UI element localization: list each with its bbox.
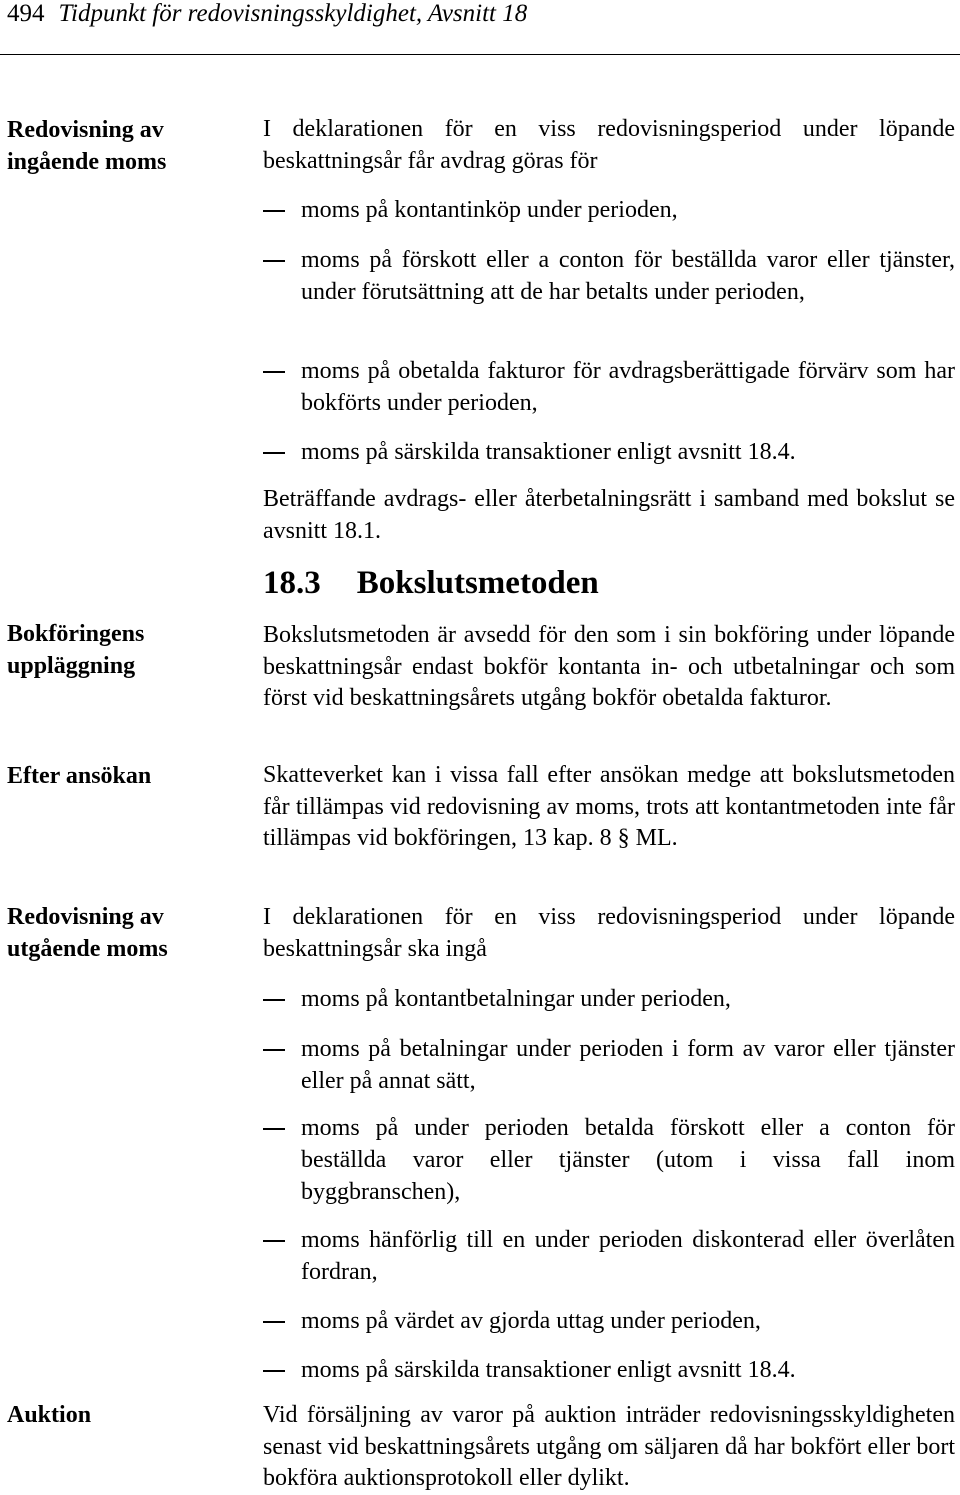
list-item: moms på betalningar under perioden i form av varor eller tjänster eller på annat sätt, (301, 1036, 955, 1094)
list-item: moms på värdet av gjorda uttag under perioden, (301, 1308, 761, 1334)
paragraph-efter-ansokan: Skatteverket kan i vissa fall efter ansökan medge att bokslutsmetoden får tillämpas vid redovisning av moms, trots att kontantmetoden inte får tillämpas vid bokföringen, 13 kap. 8 § ML. (263, 762, 955, 852)
list-dash (263, 371, 285, 373)
list-dash (263, 260, 285, 262)
list-item: moms på särskilda transaktioner enligt avsnitt 18.4. (301, 439, 796, 465)
sidenote-line: Redovisning av (7, 904, 164, 930)
list-dash (263, 1321, 285, 1323)
paragraph-utgaende-intro: I deklarationen för en viss redovisningsperiod under löpande beskattningsår ska ingå (263, 904, 955, 962)
list-dash (263, 1370, 285, 1372)
sidenote-utgaende-moms (7, 901, 227, 965)
section-title: Bokslutsmetoden (356, 565, 599, 601)
sidenote-line: Redovisning av (7, 117, 164, 143)
sidenote-efter-ansokan (7, 760, 227, 792)
list-item: moms på förskott eller a conton för beställda varor eller tjänster, under förutsättning att de har betalts under perioden, (301, 247, 955, 305)
list-dash (263, 1128, 285, 1130)
list-dash (263, 452, 285, 454)
sidenote-bokforingens-upplaggning (7, 618, 227, 682)
sidenote-line: Efter ansökan (7, 763, 152, 789)
page-header (7, 0, 527, 30)
page-number: 494 (7, 0, 45, 27)
list-item: moms hänförlig till en under perioden diskonterad eller överlåten fordran, (301, 1227, 955, 1285)
sidenote-line: Bokföringens (7, 621, 145, 647)
section-heading (263, 565, 599, 601)
list-item: moms på under perioden betalda förskott eller a conton för beställda varor eller tjänster (utom i vissa fall inom byggbranschen), (301, 1115, 955, 1205)
list-dash (263, 999, 285, 1001)
paragraph-bokslut-reference: Beträffande avdrags- eller återbetalningsrätt i samband med bokslut se avsnitt 18.1. (263, 486, 955, 544)
paragraph-auktion: Vid försäljning av varor på auktion inträder redovisningsskyldigheten senast vid beskattningsårets utgång om säljaren då har bokfört eller bort bokföra auktionsprotokoll eller dylikt. (263, 1402, 955, 1492)
list-item: moms på obetalda fakturor för avdragsberättigade förvärv som har bokförts under perioden, (301, 358, 955, 416)
sidenote-line: ingående moms (7, 149, 167, 175)
section-number: 18.3 (263, 565, 321, 601)
list-item: moms på kontantinköp under perioden, (301, 197, 678, 223)
sidenote-ingaende-moms (7, 114, 227, 178)
paragraph-avdrag-intro: I deklarationen för en viss redovisningsperiod under löpande beskattningsår får avdrag göras för (263, 116, 955, 174)
list-item: moms på särskilda transaktioner enligt avsnitt 18.4. (301, 1357, 796, 1383)
list-item: moms på kontantbetalningar under perioden, (301, 986, 731, 1012)
sidenote-auktion (7, 1399, 227, 1431)
running-title: Tidpunkt för redovisningsskyldighet, Avsnitt 18 (58, 0, 528, 27)
list-dash (263, 1049, 285, 1051)
list-dash (263, 1240, 285, 1242)
header-rule (0, 54, 960, 55)
sidenote-line: Auktion (7, 1402, 92, 1428)
paragraph-bokslutsmetoden: Bokslutsmetoden är avsedd för den som i sin bokföring under löpande beskattningsår endast bokför kontanta in- och utbetalningar och som först vid beskattningsårets utgång bokför obetalda fakturor. (263, 622, 955, 712)
list-dash (263, 210, 285, 212)
sidenote-line: utgående moms (7, 936, 168, 962)
sidenote-line: uppläggning (7, 653, 136, 679)
